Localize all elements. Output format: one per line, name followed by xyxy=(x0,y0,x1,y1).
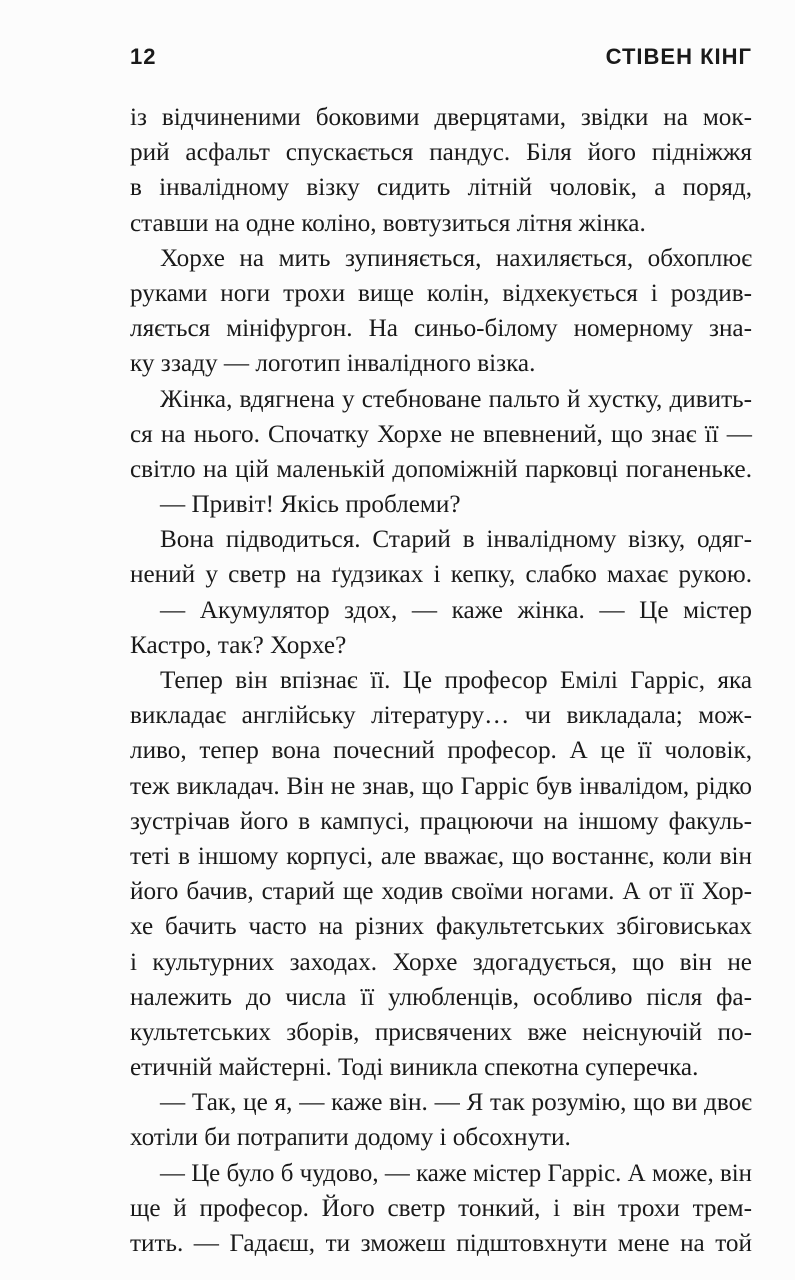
text-line: ще й професор. Його светр тонкий, і він трохи трем- xyxy=(130,1194,752,1222)
text-line: — Акумулятор здох, — каже жінка. — Це містер xyxy=(160,596,752,624)
text-line: Тепер він впізнає її. Це професор Емілі Гарріс, яка xyxy=(160,667,752,694)
text-line: хе бачить часто на різних факультетських збіговиськах xyxy=(130,913,752,941)
text-line: тить. — Гадаєш, ти зможеш підштовхнути мене на той xyxy=(130,1230,752,1257)
text-line: нений у светр на ґудзиках і кепку, слабко махає рукою. xyxy=(130,561,752,589)
text-line: хотіли би потрапити додому і обсохнути. xyxy=(130,1124,571,1152)
text-line: ляється мініфургон. На синьо-білому номерному зна- xyxy=(130,315,752,343)
page-number: 12 xyxy=(130,44,157,69)
text-line: Хорхе на мить зупиняється, нахиляється, обхоплює xyxy=(160,244,752,272)
text-line: ливо, тепер вона почесний професор. А це її чоловік, xyxy=(130,737,752,765)
text-line: в інвалідному візку сидить літній чоловік, а поряд, xyxy=(130,174,752,202)
text-line: зустрічав його в кампусі, працюючи на іншому факуль- xyxy=(130,807,752,835)
text-line: Кастро, так? Хорхе? xyxy=(130,631,347,659)
text-line: ку ззаду — логотип інвалідного візка. xyxy=(130,350,536,378)
running-head: СТІВЕН КІНГ xyxy=(605,44,752,69)
text-line: викладає англійську літературу… чи викладала; мож- xyxy=(130,702,752,730)
text-line: і культурних заходах. Хорхе здогадується, що він не xyxy=(130,948,752,976)
text-line: ся на нього. Спочатку Хорхе не впевнений, що знає її — xyxy=(130,420,752,448)
text-line: рий асфальт спускається пандус. Біля його підніжжя xyxy=(130,139,752,167)
text-line: належить до числа її улюбленців, особливо після фа- xyxy=(130,983,752,1011)
text-line: — Це було б чудово, — каже містер Гарріс. А може, він xyxy=(160,1159,752,1187)
text-line: — Так, це я, — каже він. — Я так розумію, що ви двоє xyxy=(160,1089,752,1117)
body-text xyxy=(130,100,752,1261)
text-line: — Привіт! Якісь проблеми? xyxy=(160,491,461,519)
text-line: теж викладач. Він не знав, що Гарріс був інвалідом, рідко xyxy=(130,772,752,800)
text-line: Вона підводиться. Старий в інвалідному візку, одяг- xyxy=(160,526,752,554)
page-header xyxy=(130,44,752,74)
text-line: теті в іншому корпусі, але вважає, що востаннє, коли він xyxy=(130,842,752,870)
text-line: руками ноги трохи вище колін, відхекується і роздив- xyxy=(130,279,752,307)
text-line: світло на цій маленькій допоміжній парковці поганеньке. xyxy=(130,455,752,483)
text-line: етичній майстерні. Тоді виникла спекотна суперечка. xyxy=(130,1054,699,1082)
text-line: Жінка, вдягнена у стебноване пальто й хустку, дивить- xyxy=(160,385,752,413)
text-line: із відчиненими боковими дверцятами, звідки на мок- xyxy=(130,104,752,131)
text-line: ставши на одне коліно, вовтузиться літня жінка. xyxy=(130,209,646,237)
text-line: культетських зборів, присвячених вже неіснуючій по- xyxy=(130,1018,752,1046)
text-line: його бачив, старий ще ходив своїми ногами. А от її Хор- xyxy=(130,878,752,906)
